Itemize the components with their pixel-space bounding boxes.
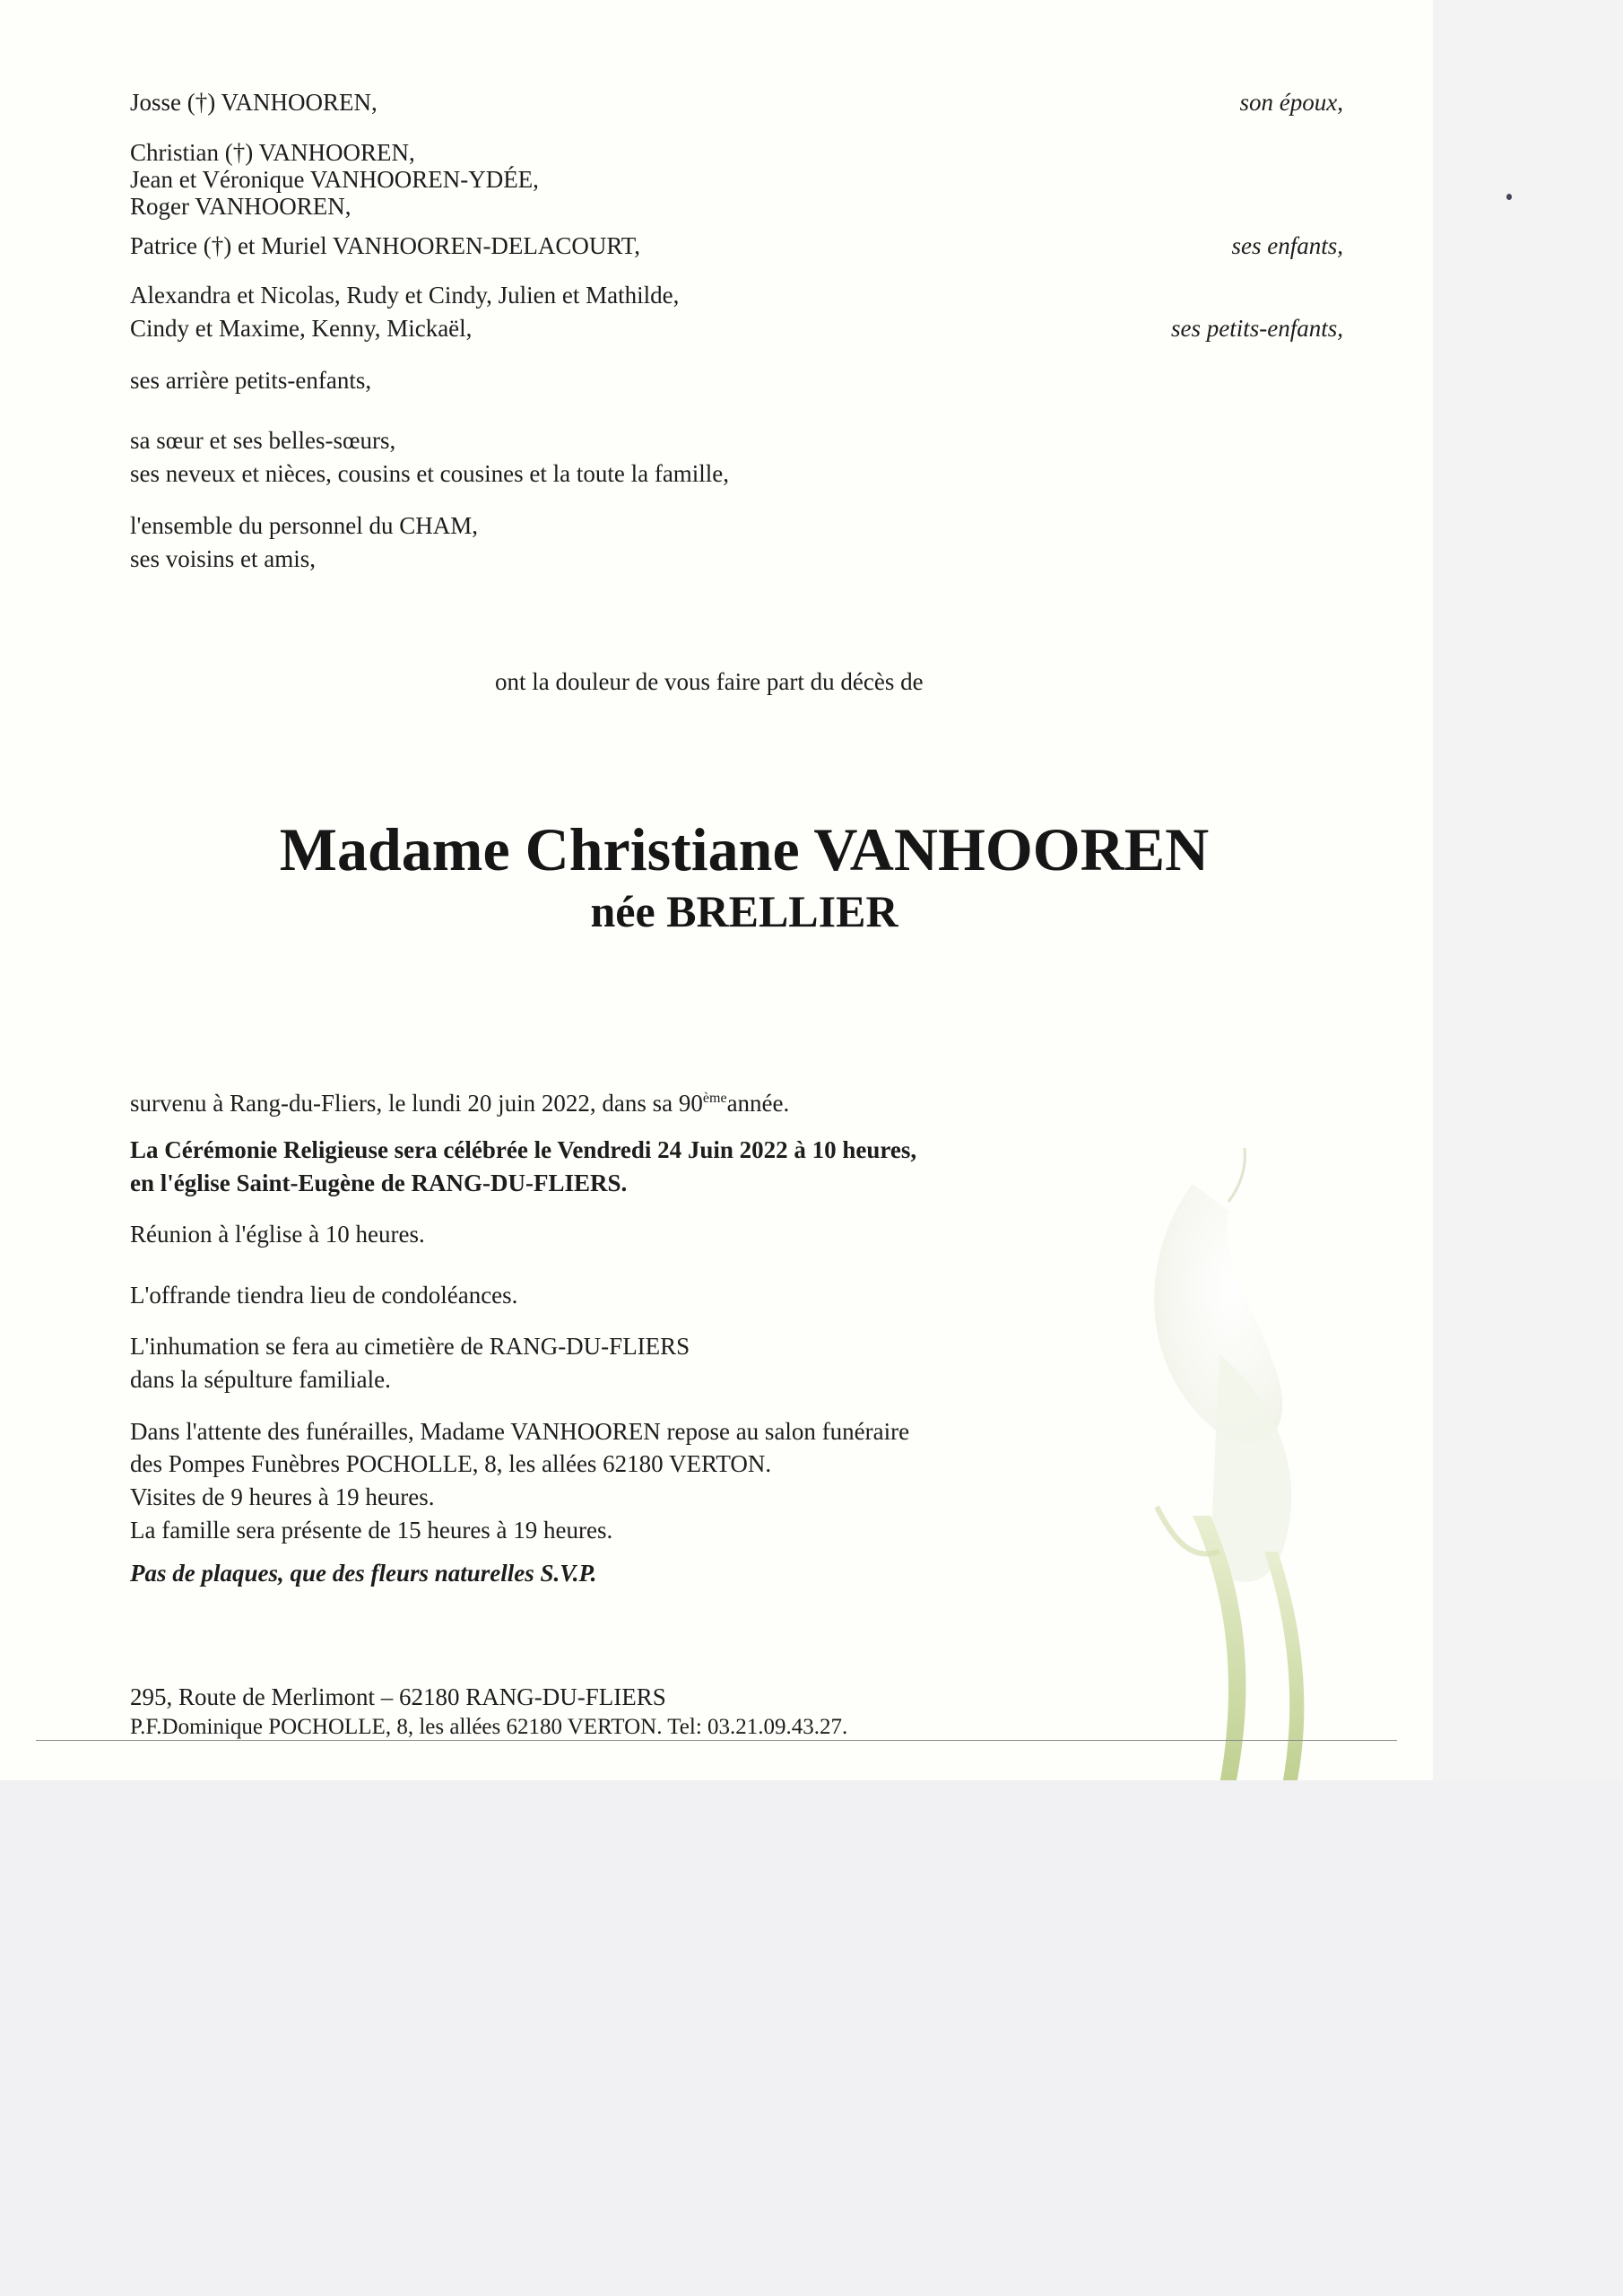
ordinal-suffix: ème (702, 1091, 727, 1106)
calla-lily-illustration (1085, 1130, 1444, 1785)
deceased-birth-name: née BRELLIER (590, 886, 898, 936)
death-details (130, 1085, 789, 1117)
child-name: Christian (†) VANHOOREN, (130, 139, 415, 166)
wake-line: Dans l'attente des funérailles, Madame VANHOOREN repose au salon funéraire (130, 1418, 910, 1445)
announcement-line: ont la douleur de vous faire part du décès de (495, 668, 924, 695)
scan-speck (1506, 194, 1512, 200)
relatives-line: ses neveux et nièces, cousins et cousines et la toute la famille, (130, 460, 730, 487)
deceased-name: Madame Christiane VANHOOREN (279, 815, 1210, 883)
children-role: ses enfants, (1231, 232, 1343, 259)
footer-divider (36, 1740, 1397, 1741)
footer-address: 295, Route de Merlimont – 62180 RANG-DU-FLIERS (130, 1683, 666, 1710)
friends-line: ses voisins et amis, (130, 545, 316, 572)
family-presence-line: La famille sera présente de 15 heures à 19 heures. (130, 1517, 613, 1544)
grandchildren-role: ses petits-enfants, (1171, 315, 1343, 342)
flowers-note: Pas de plaques, que des fleurs naturelles S.V.P. (130, 1560, 597, 1587)
child-name: Patrice (†) et Muriel VANHOOREN-DELACOURT, (130, 232, 641, 259)
footer-funeral-home: P.F.Dominique POCHOLLE, 8, les allées 62180 VERTON. Tel: 03.21.09.43.27. (130, 1715, 848, 1739)
grandchildren-names: Cindy et Maxime, Kenny, Mickaël, (130, 315, 473, 342)
offering-line: L'offrande tiendra lieu de condoléances. (130, 1282, 518, 1309)
death-details-end: année. (726, 1090, 790, 1117)
grandchildren-names: Alexandra et Nicolas, Rudy et Cindy, Julien et Mathilde, (130, 282, 680, 309)
burial-line: L'inhumation se fera au cimetière de RANG-DU-FLIERS (130, 1333, 690, 1360)
visits-line: Visites de 9 heures à 19 heures. (130, 1483, 435, 1510)
ceremony-location: en l'église Saint-Eugène de RANG-DU-FLIERS. (130, 1170, 628, 1196)
siblings-line: sa sœur et ses belles-sœurs, (130, 427, 396, 454)
ceremony-line: La Cérémonie Religieuse sera célébrée le Vendredi 24 Juin 2022 à 10 heures, (130, 1136, 917, 1163)
death-details-text: survenu à Rang-du-Fliers, le lundi 20 juin 2022, dans sa 90 (130, 1090, 703, 1117)
great-grandchildren: ses arrière petits-enfants, (130, 367, 372, 394)
blank-scan-area (0, 1780, 1623, 2296)
meeting-line: Réunion à l'église à 10 heures. (130, 1221, 425, 1248)
child-name: Jean et Véronique VANHOOREN-YDÉE, (130, 166, 539, 193)
spouse-name: Josse (†) VANHOOREN, (130, 89, 378, 116)
burial-place: dans la sépulture familiale. (130, 1366, 391, 1393)
wake-line: des Pompes Funèbres POCHOLLE, 8, les allées 62180 VERTON. (130, 1450, 772, 1477)
staff-line: l'ensemble du personnel du CHAM, (130, 512, 479, 539)
child-name: Roger VANHOOREN, (130, 193, 352, 220)
spouse-role: son époux, (1239, 89, 1343, 116)
